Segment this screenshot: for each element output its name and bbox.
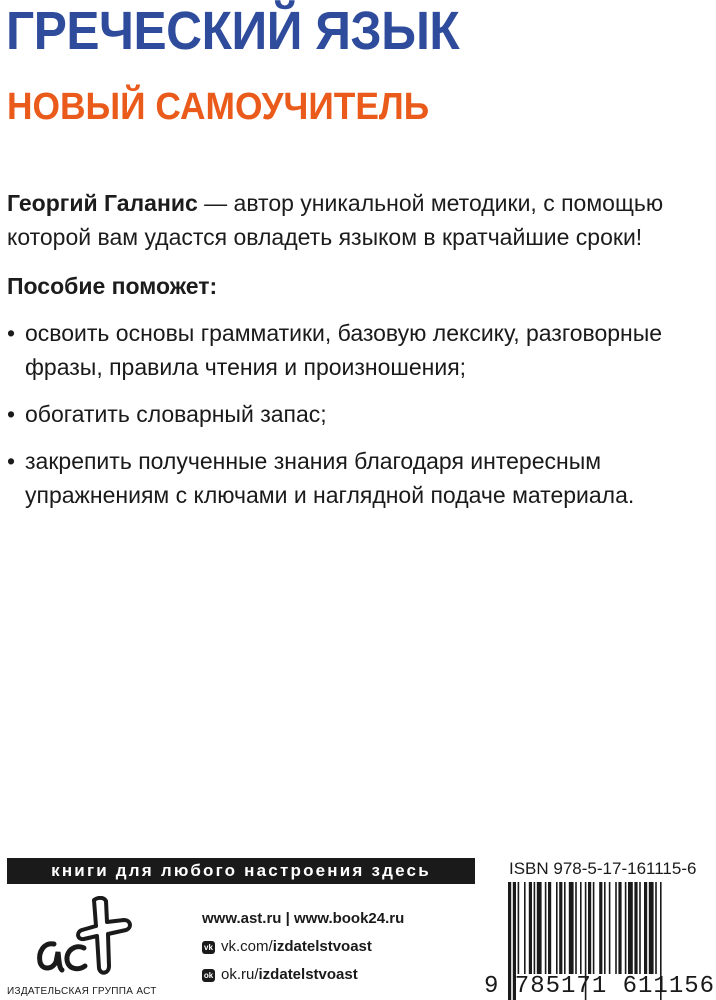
barcode-bar: [545, 882, 547, 974]
author-intro: [7, 186, 707, 254]
barcode-bar: [593, 882, 595, 974]
barcode-bar: [559, 882, 562, 974]
publisher-name: ИЗДАТЕЛЬСКАЯ ГРУППА АСТ: [7, 986, 157, 997]
website-links[interactable]: www.ast.ru | www.book24.ru: [202, 910, 405, 927]
barcode-bar: [615, 882, 617, 974]
bullet-icon: •: [7, 320, 16, 346]
author-name: Георгий Галанис: [7, 190, 198, 216]
barcode-bar: [634, 882, 637, 974]
list-item: [7, 444, 707, 512]
bullet-text: освоить основы грамматики, базовую лексику, разговорные фразы, правила чтения и произношения;: [25, 320, 663, 380]
barcode-bar: [639, 882, 641, 974]
barcode-bar: [564, 882, 566, 974]
book-subtitle: НОВЫЙ САМОУЧИТЕЛЬ: [7, 86, 430, 128]
slogan-banner: книги для любого настроения здесь: [7, 858, 475, 884]
bullet-icon: •: [7, 401, 16, 427]
barcode-bar: [599, 882, 602, 974]
bullet-text: обогатить словарный запас;: [25, 401, 327, 427]
barcode-bar: [534, 882, 536, 974]
barcode-bar: [548, 882, 551, 974]
barcode-bar: [649, 882, 654, 974]
barcode-bar: [518, 882, 520, 974]
barcode-bar: [644, 882, 647, 974]
barcode-bar: [556, 882, 558, 974]
barcode-bar: [529, 882, 532, 974]
vk-link[interactable]: [202, 933, 404, 961]
vk-icon: vk: [202, 941, 215, 954]
ok-prefix: ok.ru/: [221, 966, 259, 983]
barcode-bar: [628, 882, 633, 974]
barcode-bar: [569, 882, 574, 974]
intro-text: — автор уникальной методики, с помощью которой вам удастся овладеть языком в кратчайшие сроки!: [7, 190, 664, 250]
barcode-bar: [537, 882, 542, 974]
ok-icon: ok: [203, 970, 214, 980]
ok-handle: izdatelstvoast: [258, 966, 358, 983]
barcode-bar: [575, 882, 577, 974]
vk-prefix: vk.com/: [221, 938, 273, 955]
barcode-bar: [588, 882, 591, 974]
barcode-bar: [609, 882, 611, 974]
contact-links: [202, 905, 404, 989]
barcode-digits: 9 785171 611156: [484, 973, 716, 1000]
bullet-icon: •: [7, 448, 16, 474]
barcode-bar: [655, 882, 657, 974]
barcode-bar: [524, 882, 526, 974]
barcode-bar: [604, 882, 606, 974]
benefits-list: [7, 316, 707, 525]
list-item: [7, 316, 707, 384]
barcode-bar: [618, 882, 621, 974]
book-title: ГРЕЧЕСКИЙ ЯЗЫК: [6, 1, 460, 61]
barcode-bar: [625, 882, 627, 974]
ok-link[interactable]: [202, 961, 404, 989]
help-heading: Пособие поможет:: [7, 273, 218, 299]
bullet-text: закрепить полученные знания благодаря интересным упражнениям с ключами и наглядной подаче материала.: [25, 448, 635, 508]
vk-handle: izdatelstvoast: [272, 938, 372, 955]
barcode-bar: [580, 882, 582, 974]
ast-logo: [32, 896, 142, 980]
isbn-label: ISBN 978-5-17-161115-6: [509, 859, 697, 878]
list-item: [7, 397, 707, 431]
